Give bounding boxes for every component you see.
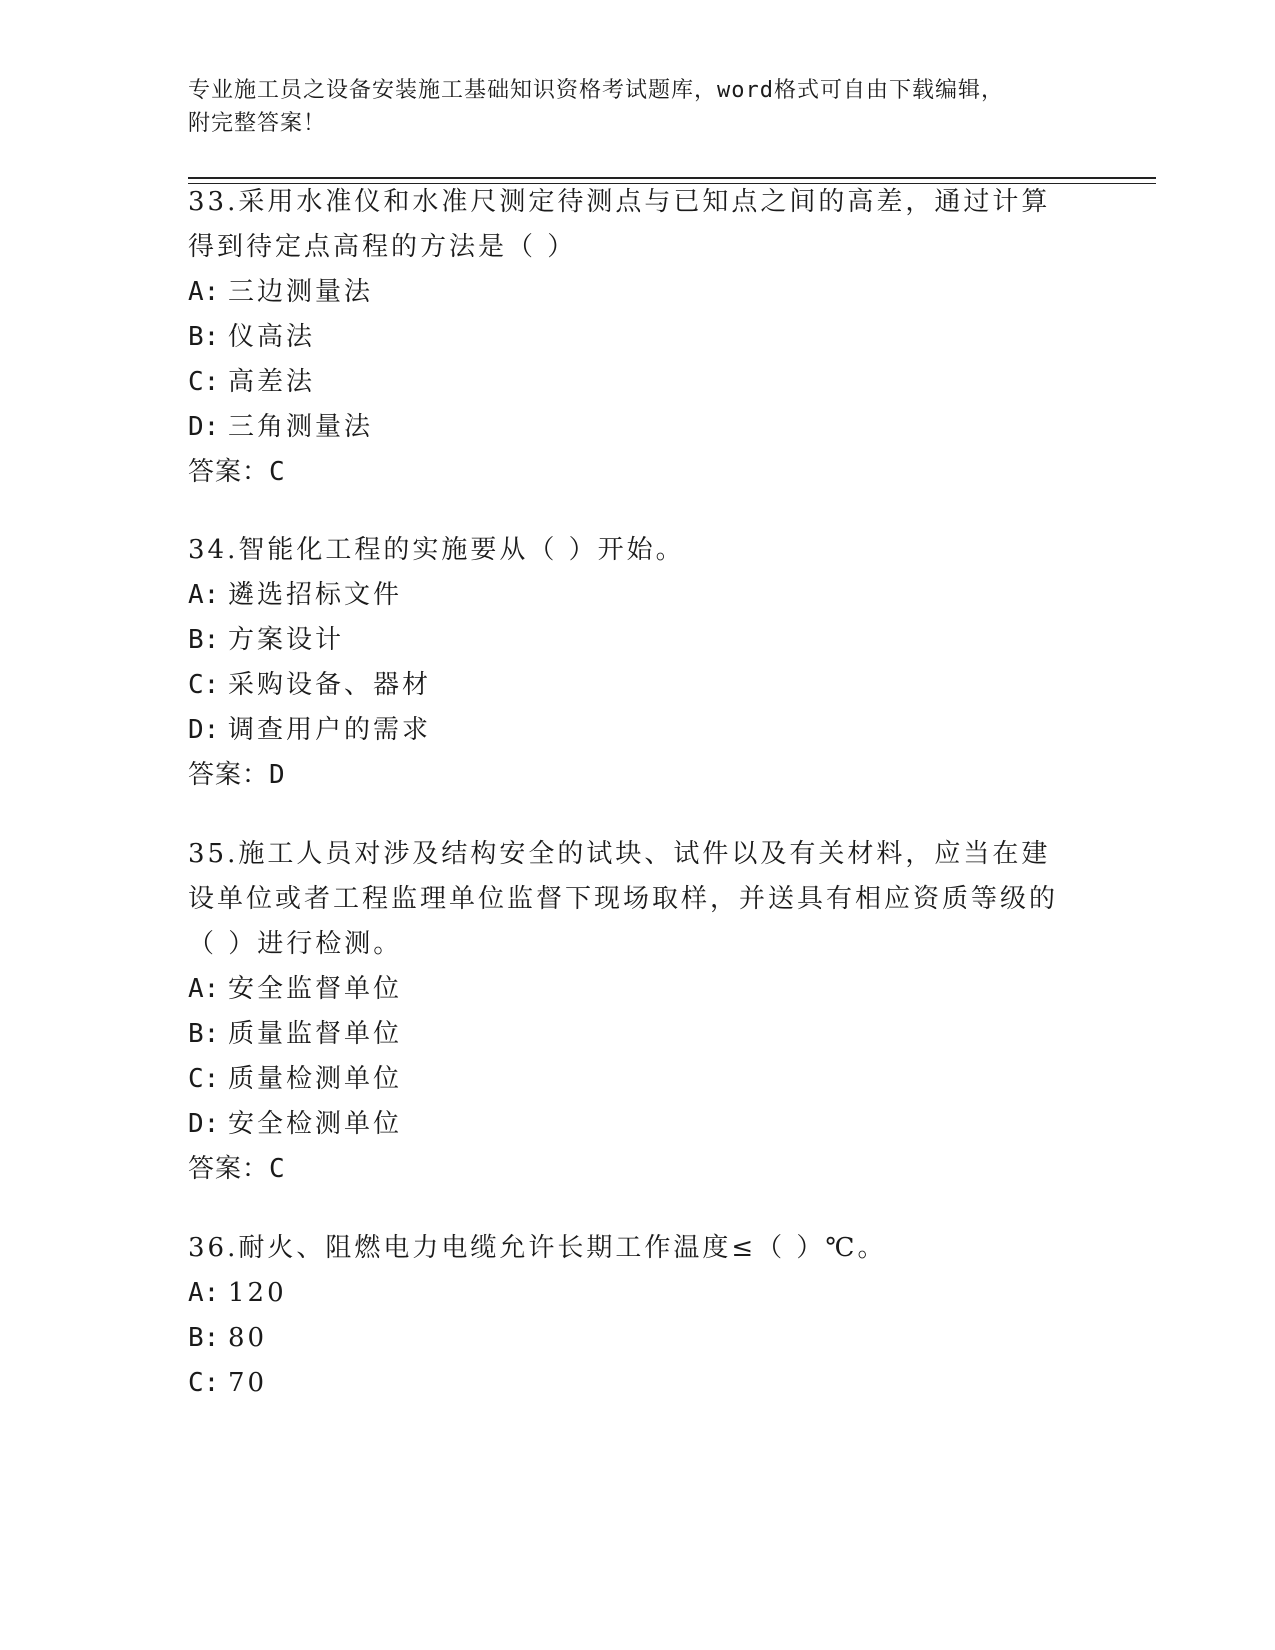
option-text: 采购设备、器材: [228, 670, 432, 700]
option-b: [188, 315, 1068, 360]
option-a: [188, 573, 1068, 618]
question-stem: 34.智能化工程的实施要从（ ）开始。: [188, 535, 685, 565]
answer: [188, 450, 1068, 495]
question-stem: 36.耐火、阻燃电力电缆允许长期工作温度≤（ ）℃。: [188, 1233, 887, 1263]
option-c: [188, 663, 1068, 708]
option-letter: D:: [188, 715, 220, 745]
option-text: 安全检测单位: [228, 1109, 403, 1139]
answer: [188, 753, 1068, 798]
option-letter: B:: [188, 1323, 220, 1353]
option-d: [188, 1102, 1068, 1147]
option-letter: C:: [188, 1064, 220, 1094]
header-line-2: 附完整答案！: [188, 111, 327, 136]
answer-value: D: [269, 760, 286, 790]
question-36: [188, 1226, 1068, 1406]
option-a: [188, 270, 1068, 315]
option-text: 方案设计: [228, 625, 345, 655]
option-text: 调查用户的需求: [228, 715, 432, 745]
question-stem: 33.采用水准仪和水准尺测定待测点与已知点之间的高差，通过计算得到待定点高程的方法是（ ）: [188, 187, 1051, 262]
answer-value: C: [269, 457, 286, 487]
option-a: [188, 1271, 1068, 1316]
answer: [188, 1147, 1068, 1192]
option-letter: C:: [188, 367, 220, 397]
option-letter: C:: [188, 670, 220, 700]
option-text: 质量监督单位: [228, 1019, 403, 1049]
option-letter: B:: [188, 322, 220, 352]
answer-label: 答案：: [188, 1154, 270, 1184]
question-33: [188, 180, 1068, 495]
answer-value: C: [269, 1154, 286, 1184]
option-text: 质量检测单位: [228, 1064, 403, 1094]
option-text: 高差法: [228, 367, 316, 397]
option-letter: D:: [188, 1109, 220, 1139]
option-letter: A:: [188, 1278, 220, 1308]
option-b: [188, 618, 1068, 663]
question-stem: 35.施工人员对涉及结构安全的试块、试件以及有关材料，应当在建设单位或者工程监理单位监督下现场取样，并送具有相应资质等级的（ ）进行检测。: [188, 839, 1059, 959]
option-letter: A:: [188, 974, 220, 1004]
option-letter: B:: [188, 1019, 220, 1049]
question-35: [188, 832, 1068, 1192]
question-34: [188, 528, 1068, 798]
option-text: 80: [228, 1323, 268, 1353]
option-text: 安全监督单位: [228, 974, 403, 1004]
option-c: [188, 1361, 1068, 1406]
header-line-1: 专业施工员之设备安装施工基础知识资格考试题库，word格式可自由下载编辑，: [188, 78, 1004, 103]
option-text: 三边测量法: [228, 277, 374, 307]
answer-label: 答案：: [188, 760, 270, 790]
option-letter: B:: [188, 625, 220, 655]
option-b: [188, 1316, 1068, 1361]
option-d: [188, 405, 1068, 450]
option-text: 仪高法: [228, 322, 316, 352]
option-letter: D:: [188, 412, 220, 442]
option-d: [188, 708, 1068, 753]
option-letter: A:: [188, 277, 220, 307]
option-c: [188, 1057, 1068, 1102]
option-letter: A:: [188, 580, 220, 610]
option-text: 遴选招标文件: [228, 580, 403, 610]
option-letter: C:: [188, 1368, 220, 1398]
option-a: [188, 967, 1068, 1012]
option-c: [188, 360, 1068, 405]
header-divider-thick: [188, 177, 1156, 179]
option-b: [188, 1012, 1068, 1057]
answer-label: 答案：: [188, 457, 270, 487]
document-header: [188, 74, 1068, 140]
option-text: 70: [228, 1368, 268, 1398]
option-text: 三角测量法: [228, 412, 374, 442]
option-text: 120: [228, 1278, 287, 1308]
